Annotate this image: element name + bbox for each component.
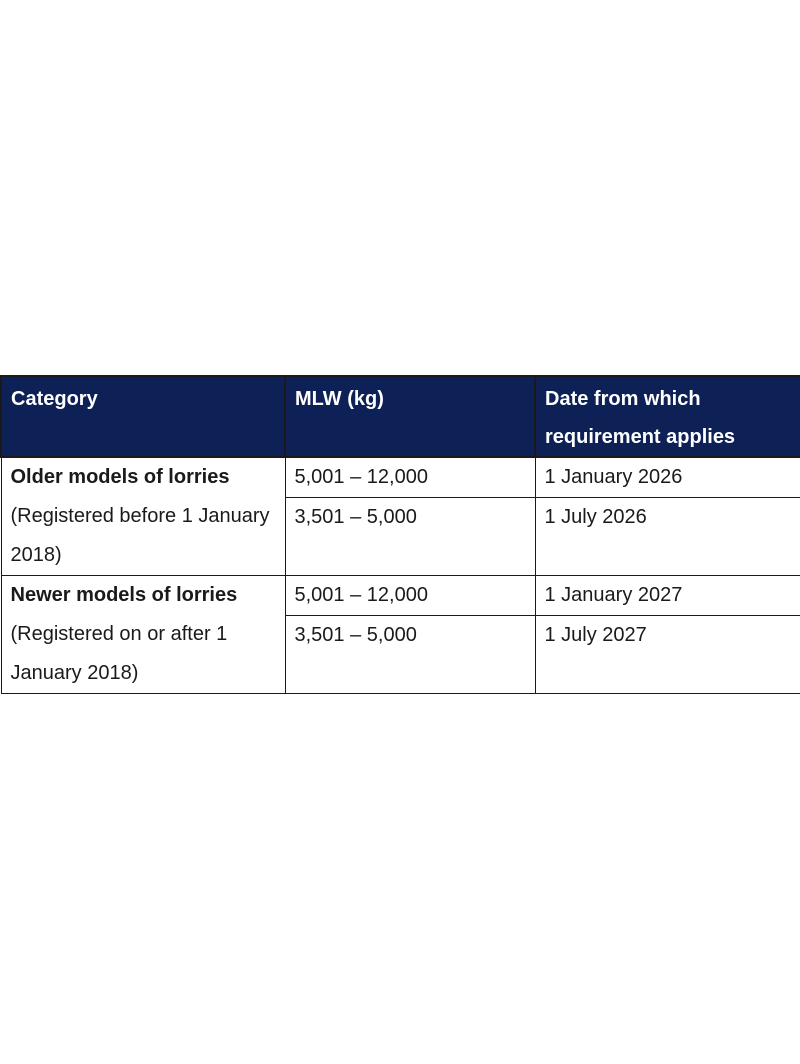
category-title: Older models of lorries	[10, 466, 230, 488]
category-note: (Registered on or after 1 January 2018)	[10, 623, 228, 684]
date-cell: 1 January 2027	[535, 576, 800, 616]
date-cell: 1 July 2027	[535, 616, 800, 694]
table-row	[1, 457, 800, 498]
date-cell: 1 July 2026	[535, 498, 800, 576]
category-cell-older	[1, 457, 285, 576]
header-category: Category	[1, 376, 285, 457]
table-header-row	[1, 376, 800, 457]
date-cell: 1 January 2026	[535, 457, 800, 498]
header-mlw: MLW (kg)	[285, 376, 535, 457]
mlw-cell: 3,501 – 5,000	[285, 498, 535, 576]
table-row	[1, 576, 800, 616]
mlw-cell: 5,001 – 12,000	[285, 457, 535, 498]
header-date: Date from which requirement applies	[535, 376, 800, 457]
requirements-table-container	[0, 375, 800, 694]
category-note: (Registered before 1 January 2018)	[10, 505, 270, 566]
mlw-cell: 3,501 – 5,000	[285, 616, 535, 694]
category-title: Newer models of lorries	[10, 584, 238, 606]
requirements-table	[0, 375, 800, 694]
category-cell-newer	[1, 576, 285, 694]
mlw-cell: 5,001 – 12,000	[285, 576, 535, 616]
